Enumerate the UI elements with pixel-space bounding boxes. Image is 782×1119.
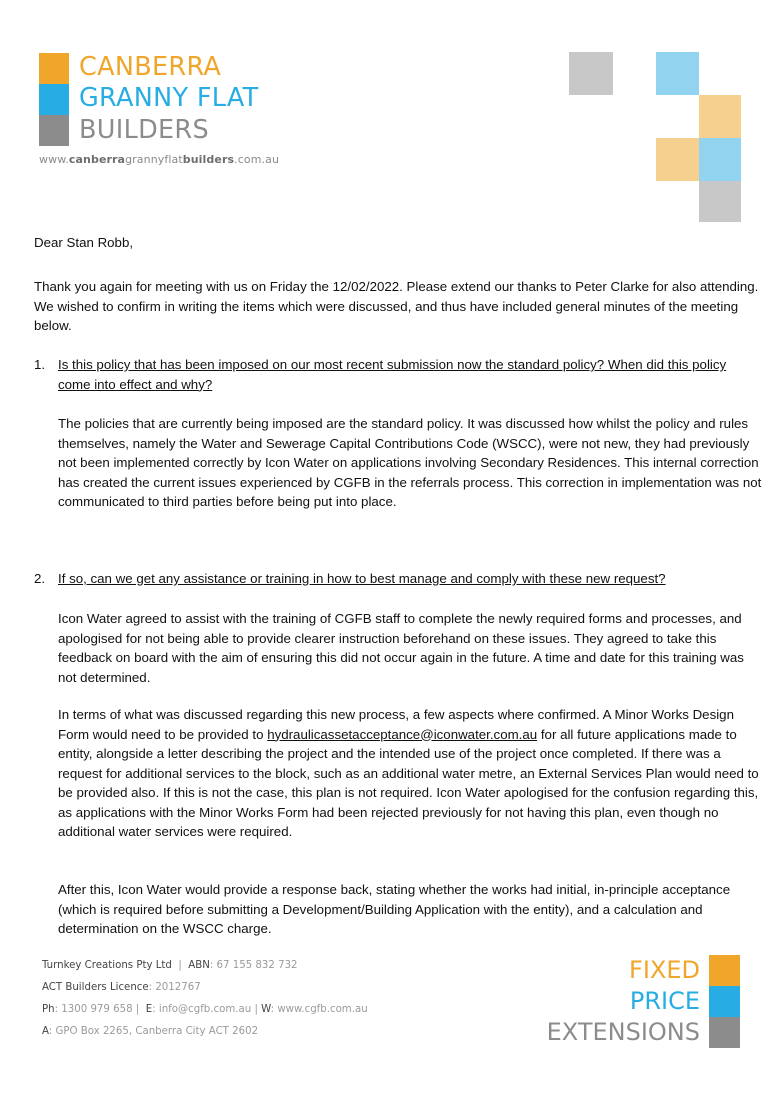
url-bold-canberra: canberra xyxy=(68,153,126,166)
item-2-number: 2. xyxy=(34,571,46,586)
item-1-answer: The policies that are currently being imposed are the standard policy. It was discussed how whilst the policy and rules themselves, namely the Water and Sewerage Capital Contributions Code (WSCC), were not new, they had previously not been implemented correctly by Icon Water on applications involving Secondary Residences. This internal correction has created the current issues experienced by CGFB in the referrals process. This correction in implementation was not communicated to third parties before being put into place. xyxy=(58,416,762,509)
separator: | xyxy=(178,960,182,971)
deco-square-blue-2 xyxy=(699,138,741,181)
url-suffix: .com.au xyxy=(234,153,280,166)
process-text-before: In terms of what was discussed regarding this new process, a few aspects where confirmed. A Minor Works Design Form would need to be provided to xyxy=(58,707,734,742)
fpe-line-extensions: EXTENSIONS xyxy=(546,1018,700,1046)
item-1-question: Is this policy that has been imposed on our most recent submission now the standard policy? When did this policy come into effect and why? xyxy=(58,357,727,392)
fpe-logo-bar xyxy=(709,955,740,1048)
footer-contact-line: Ph: 1300 979 658 | E: info@cgfb.com.au | W: www.cgfb.com.au xyxy=(42,1004,368,1015)
address-label: A xyxy=(42,1026,49,1037)
cgfb-logo-bar xyxy=(39,53,69,146)
fpe-gray-block xyxy=(709,1017,740,1048)
logo-website xyxy=(39,153,279,166)
email-label: E xyxy=(145,1004,153,1015)
fpe-line-price: PRICE xyxy=(629,987,700,1015)
hydraulic-email-link[interactable]: hydraulicassetacceptance@iconwater.com.au xyxy=(267,726,538,742)
email-value: info@cgfb.com.au xyxy=(158,1004,252,1015)
footer-licence-line: ACT Builders Licence: 2012767 xyxy=(42,982,201,993)
phone-value: 1300 979 658 xyxy=(61,1004,133,1015)
footer-company-line: Turnkey Creations Pty Ltd | ABN: 67 155 832 732 xyxy=(42,960,298,971)
logo-line-builders: BUILDERS xyxy=(79,115,209,145)
intro-paragraph: Thank you again for meeting with us on Friday the 12/02/2022. Please extend our thanks to Peter Clarke for also attending. We wished to confirm in writing the items which were discussed, and thus have included general minutes of the meeting below. xyxy=(34,279,759,333)
logo-blue-block xyxy=(39,84,69,115)
deco-square-gray-1 xyxy=(569,52,613,95)
separator: | xyxy=(135,1004,140,1015)
licence-value: 2012767 xyxy=(155,982,201,993)
deco-square-gray-2 xyxy=(699,181,741,222)
item-2-answer-training: Icon Water agreed to assist with the training of CGFB staff to complete the newly required forms and processes, and apologised for not being able to provide clearer instruction beforehand on these issues. They agreed to take this feedback on board with the aim of ensuring this did not occur again in the future. A time and date for this training was not determined. xyxy=(58,611,744,685)
process-text-after: for all future applications made to entity, alongside a letter describing the project and the intended use of the project once completed. If there was a request for additional services to the block, such as an additional water metre, an External Services Plan would need to be provided also. If this is not the case, this plan is not required. Icon Water apologised for the confusion regarding this, as applications with the Minor Works Form had been rejected previously for not having this plan, even though no additional water services were required. xyxy=(58,726,759,839)
logo-line-granny-flat: GRANNY FLAT xyxy=(79,83,259,113)
separator: | xyxy=(254,1004,258,1015)
logo-orange-block xyxy=(39,53,69,84)
abn-label: ABN xyxy=(188,960,210,971)
item-1-number: 1. xyxy=(34,357,46,372)
web-value: www.cgfb.com.au xyxy=(277,1004,368,1015)
url-bold-builders: builders xyxy=(182,153,235,166)
logo-gray-block xyxy=(39,115,69,146)
item-2-question: If so, can we get any assistance or training in how to best manage and comply with these new request? xyxy=(58,571,666,586)
web-label: W xyxy=(261,1004,271,1015)
phone-label: Ph xyxy=(42,1004,55,1015)
address-value: GPO Box 2265, Canberra City ACT 2602 xyxy=(55,1026,259,1037)
company-name: Turnkey Creations Pty Ltd xyxy=(42,960,172,971)
url-prefix: www. xyxy=(39,153,69,166)
item-2-answer-response: After this, Icon Water would provide a response back, stating whether the works had initial, in-principle acceptance (which is required before submitting a Development/Building Application with the entity), and a calculation and determination on the WSCC charge. xyxy=(58,882,731,936)
abn-value: 67 155 832 732 xyxy=(216,960,298,971)
logo-line-canberra: CANBERRA xyxy=(79,52,222,82)
deco-square-blue-1 xyxy=(656,52,699,95)
fpe-blue-block xyxy=(709,986,740,1017)
fpe-line-fixed: FIXED xyxy=(629,956,700,984)
fpe-orange-block xyxy=(709,955,740,986)
url-grannyflat: grannyflat xyxy=(125,153,183,166)
deco-square-orange-2 xyxy=(656,138,699,181)
item-2-answer-process xyxy=(58,705,766,842)
footer-address-line: A: GPO Box 2265, Canberra City ACT 2602 xyxy=(42,1026,259,1037)
salutation: Dear Stan Robb, xyxy=(34,235,134,250)
deco-square-orange-1 xyxy=(699,95,741,138)
licence-label: ACT Builders Licence xyxy=(42,982,149,993)
